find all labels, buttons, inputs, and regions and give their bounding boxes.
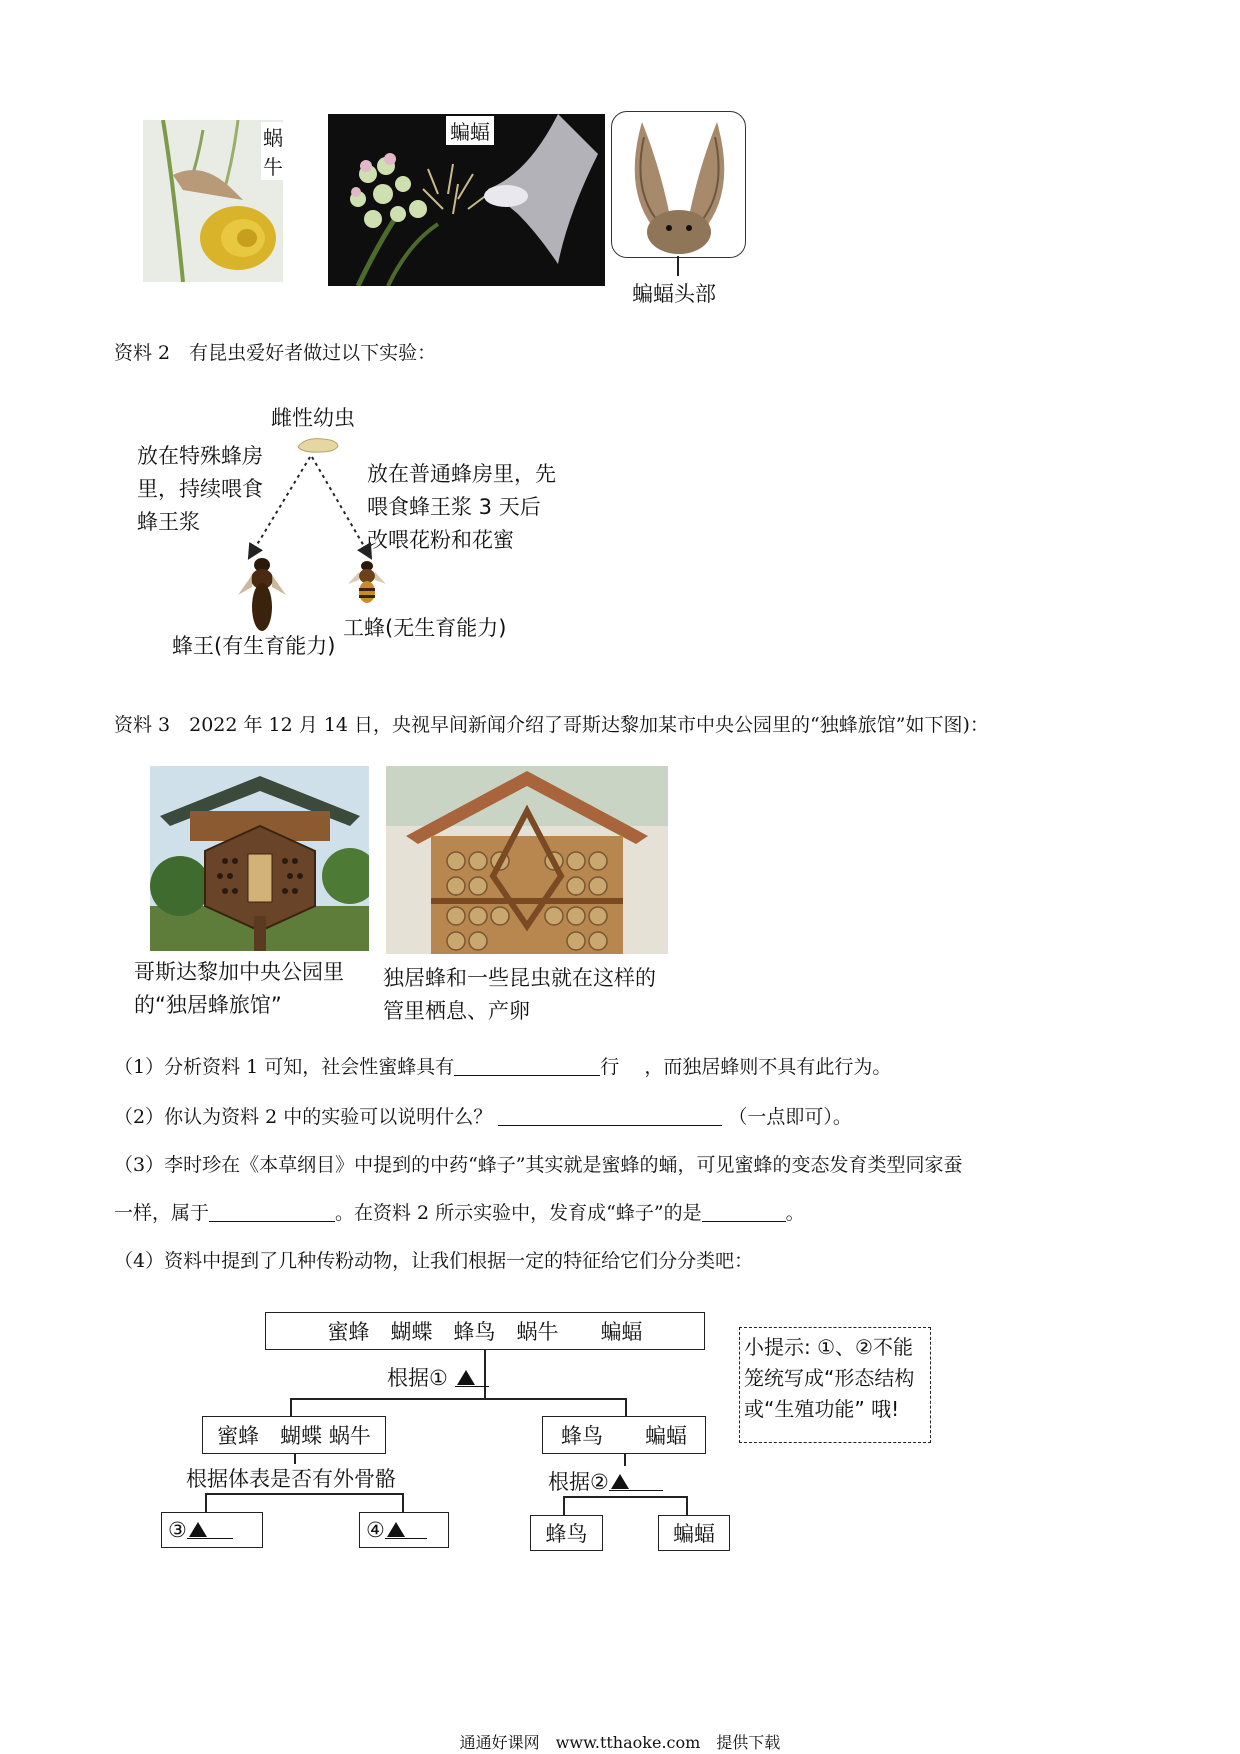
tree-leaf-3 — [161, 1512, 263, 1548]
caption-line: 独居蜂和一些昆虫就在这样的 — [383, 966, 656, 990]
leaf-3-answer-blank[interactable] — [187, 1522, 233, 1539]
q1-text-a: （1）分析资料 1 可知，社会性蜜蜂具有 — [114, 1056, 455, 1078]
triangle-icon — [457, 1370, 475, 1385]
bat-head-photo-frame — [611, 111, 746, 258]
triangle-icon — [189, 1522, 207, 1537]
tree-root-box: 蜜蜂 蝴蝶 蜂鸟 蜗牛 蝙蝠 — [265, 1312, 705, 1350]
bee-hotel-photo-right — [386, 766, 668, 954]
q2-text-b: （一点即可）。 — [728, 1106, 852, 1128]
question-3-line2 — [114, 1198, 805, 1225]
q3-text-c: 。 — [785, 1202, 805, 1224]
basis-1-label: 根据① — [387, 1366, 448, 1390]
tree-hint-box — [739, 1327, 931, 1443]
question-3-line1: （3）李时珍在《本草纲目》中提到的中药“蜂子”其实就是蜜蜂的蛹，可见蜜蜂的变态发育类型同家蚕 — [114, 1154, 963, 1176]
tree-connector — [205, 1493, 207, 1513]
leaf-4-label: ④ — [366, 1518, 385, 1542]
question-1 — [114, 1052, 891, 1079]
q3-text-b: 。在资料 2 所示实验中，发育成“蜂子”的是 — [335, 1202, 702, 1224]
tree-connector — [290, 1398, 626, 1400]
caption-line: 的“独居蜂旅馆” — [134, 993, 282, 1017]
right-condition-line: 喂食蜂王浆 3 天后 — [367, 495, 541, 519]
tree-leaf-hummingbird: 蜂鸟 — [530, 1515, 603, 1551]
hint-line: 小提示: ①、②不能 — [744, 1335, 913, 1359]
basis-2-answer-blank[interactable] — [609, 1474, 663, 1491]
tree-right-group-box: 蜂鸟 蝙蝠 — [542, 1416, 706, 1454]
caption-line: 哥斯达黎加中央公园里 — [134, 960, 344, 984]
leaf-4-answer-blank[interactable] — [385, 1522, 427, 1539]
tree-connector — [686, 1496, 688, 1516]
tree-right-basis — [548, 1466, 663, 1496]
bat-photo — [328, 114, 605, 286]
hint-line: 笼统写成“形态结构 — [744, 1366, 915, 1390]
left-condition-line: 里，持续喂食 — [137, 477, 263, 501]
q2-answer-blank[interactable] — [498, 1107, 722, 1126]
q1-text-c: ，而独居蜂则不具有此行为。 — [644, 1056, 892, 1078]
larva-label: 雌性幼虫 — [271, 406, 355, 430]
basis-2-label: 根据② — [548, 1470, 609, 1494]
tree-connector — [205, 1493, 403, 1495]
tree-connector — [625, 1398, 627, 1416]
snail-label: 蜗牛 — [261, 122, 283, 180]
left-condition-line: 蜂王浆 — [137, 510, 200, 534]
q3-answer-blank-1[interactable] — [209, 1203, 335, 1222]
q1-text-b: 行 — [600, 1056, 620, 1078]
right-condition-line: 放在普通蜂房里，先 — [367, 462, 556, 486]
material2-intro: 资料 2 有昆虫爱好者做过以下实验： — [114, 342, 437, 364]
q1-answer-blank[interactable] — [454, 1057, 600, 1076]
bat-head-label: 蝙蝠头部 — [632, 282, 716, 306]
tree-leaf-4 — [359, 1512, 449, 1548]
page-footer: 通通好课网 www.tthaoke.com 提供下载 — [459, 1733, 781, 1752]
question-4: （4）资料中提到了几种传粉动物，让我们根据一定的特征给它们分分类吧： — [114, 1250, 754, 1272]
queen-bee-icon — [238, 555, 286, 633]
worker-bee-label: 工蜂(无生育能力) — [343, 616, 507, 640]
caption-line: 管里栖息、产卵 — [383, 999, 530, 1023]
tree-connector — [290, 1398, 292, 1416]
triangle-icon — [387, 1522, 405, 1537]
queen-bee-label: 蜂王(有生育能力) — [172, 634, 336, 658]
tree-connector — [563, 1496, 687, 1498]
tree-connector — [402, 1493, 404, 1513]
tree-connector — [563, 1496, 565, 1516]
q3-text-a: 一样，属于 — [114, 1202, 210, 1224]
question-2 — [114, 1102, 852, 1129]
right-condition-text — [367, 458, 556, 557]
triangle-icon — [611, 1474, 629, 1489]
bee-hotel-caption-left — [134, 956, 344, 1022]
worker-bee-icon — [348, 558, 386, 604]
leaf-3-label: ③ — [168, 1518, 187, 1542]
hint-line: 或“生殖功能” 哦! — [744, 1397, 900, 1421]
basis-1-answer-blank[interactable] — [455, 1370, 489, 1387]
tree-leaf-bat: 蝙蝠 — [658, 1515, 730, 1551]
tree-left-group-box: 蜜蜂 蝴蝶 蜗牛 — [202, 1416, 386, 1454]
left-condition-line: 放在特殊蜂房 — [137, 444, 263, 468]
bee-hotel-photo-left — [150, 766, 369, 951]
bee-hotel-caption-right — [383, 962, 656, 1028]
bat-label: 蝙蝠 — [446, 116, 494, 145]
tree-connector — [294, 1454, 296, 1464]
q2-text-a: （2）你认为资料 2 中的实验可以说明什么？ — [114, 1106, 493, 1128]
material3-intro: 资料 3 2022 年 12 月 14 日，央视早间新闻介绍了哥斯达黎加某市中央公园里的“独蜂旅馆”如下图)： — [114, 714, 989, 736]
bat-head-pointer — [677, 256, 679, 276]
tree-basis-1 — [387, 1362, 489, 1392]
tree-left-basis: 根据体表是否有外骨骼 — [186, 1467, 396, 1491]
snail-photo — [143, 120, 283, 282]
tree-connector — [624, 1454, 626, 1466]
q3-answer-blank-2[interactable] — [702, 1203, 786, 1222]
right-condition-line: 改喂花粉和花蜜 — [367, 528, 514, 552]
